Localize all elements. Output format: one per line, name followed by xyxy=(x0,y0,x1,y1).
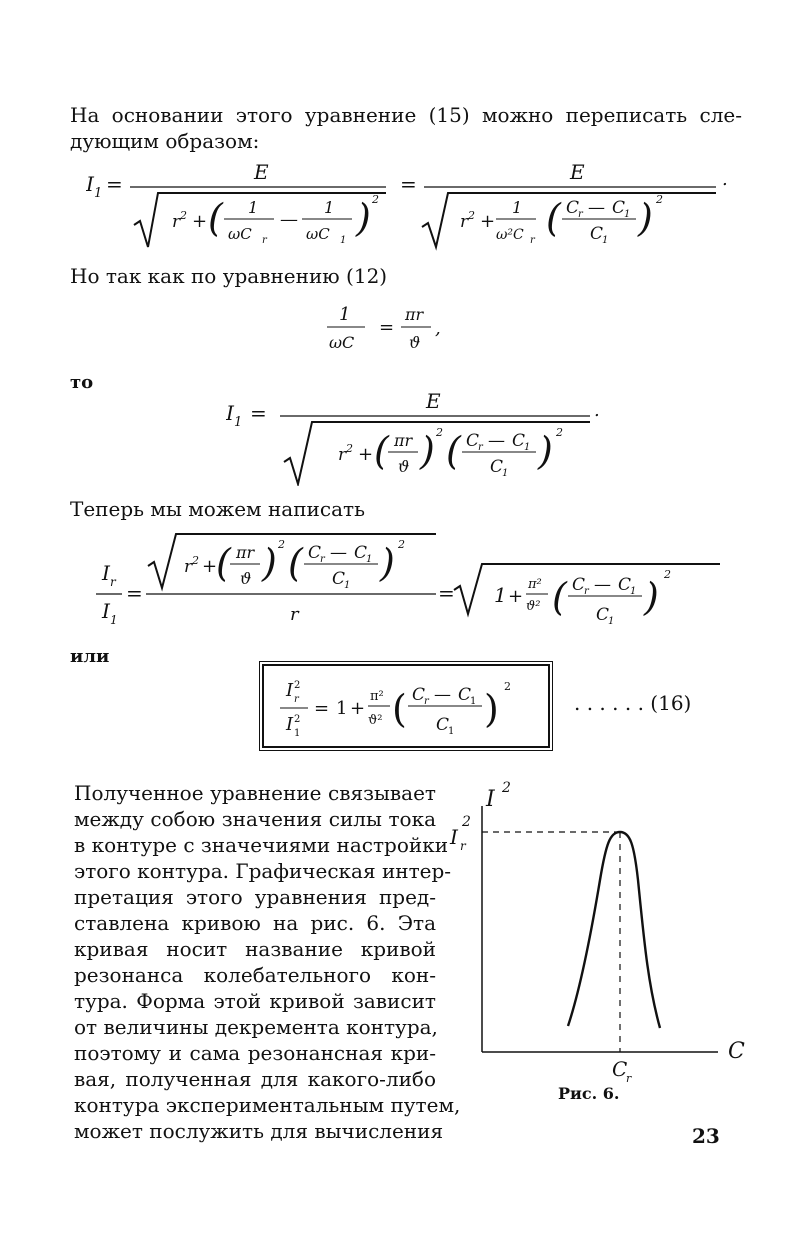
eq-ratio-one: 1 xyxy=(494,583,507,607)
eq12-den-r: ϑ xyxy=(409,333,421,352)
eq-main-lhs-sub: 1 xyxy=(94,186,103,201)
svg-text:C: C xyxy=(308,543,322,563)
svg-text:C: C xyxy=(466,431,480,451)
svg-text:2: 2 xyxy=(556,426,563,439)
text-to: то xyxy=(70,372,94,393)
svg-text:+: + xyxy=(202,556,218,577)
svg-text:2: 2 xyxy=(346,442,353,455)
svg-text:2: 2 xyxy=(180,209,187,222)
svg-text:r: r xyxy=(320,554,325,565)
svg-text:2: 2 xyxy=(436,426,443,439)
eq-main-one-b: 1 xyxy=(324,198,335,217)
eq-main-wc1-sub: 1 xyxy=(340,235,347,246)
svg-text:C: C xyxy=(572,575,586,595)
svg-text:C: C xyxy=(458,685,472,705)
svg-text:): ) xyxy=(638,196,653,240)
svg-text:(: ( xyxy=(552,575,567,619)
svg-text:.: . xyxy=(594,400,600,421)
eq-main-wcr: ωC xyxy=(228,225,252,243)
eq-main-one-a: 1 xyxy=(248,198,259,217)
svg-text:π²: π² xyxy=(528,577,542,592)
svg-text:2: 2 xyxy=(468,209,475,222)
svg-text:): ) xyxy=(380,541,395,585)
svg-text:2: 2 xyxy=(656,193,663,206)
svg-text:1: 1 xyxy=(294,728,301,739)
para-line-10: от величины декремента контура, xyxy=(74,1015,438,1039)
svg-text:r: r xyxy=(338,445,347,465)
eq12-comma: , xyxy=(435,318,441,339)
svg-text:π²: π² xyxy=(370,689,384,704)
para-line-13: контура экспериментальным путем, xyxy=(74,1093,461,1117)
eq-main-cr-sub: r xyxy=(578,209,583,220)
svg-text:): ) xyxy=(484,687,499,731)
para-line-9: тура. Форма этой кривой зависит xyxy=(74,989,436,1013)
svg-text:r: r xyxy=(460,212,469,232)
svg-text:—: — xyxy=(594,575,611,595)
eq-ratio-lhs-den-sub: 1 xyxy=(110,613,118,627)
eq-main-cr: C xyxy=(566,198,580,218)
svg-text:+: + xyxy=(480,211,496,232)
eq-main-wc1: ωC xyxy=(306,225,330,243)
equation-16-box xyxy=(262,664,550,748)
svg-text:ϑ²: ϑ² xyxy=(526,599,541,614)
svg-text:ϑ: ϑ xyxy=(398,457,410,476)
fig-x-tick-sub: r xyxy=(626,1072,632,1085)
fig-y-label: I xyxy=(486,787,495,812)
svg-text:.: . xyxy=(722,169,728,190)
svg-text:C: C xyxy=(596,605,610,625)
svg-text:r: r xyxy=(478,442,483,453)
svg-text:r: r xyxy=(584,586,589,597)
eq-i1-lhs-sub: 1 xyxy=(234,415,243,430)
para-line-11: поэтому и сама резонансная кри- xyxy=(74,1041,436,1065)
text-ili: или xyxy=(70,646,110,667)
eq-i1-num: E xyxy=(426,389,441,413)
svg-text:(: ( xyxy=(546,196,561,240)
equation-i1 xyxy=(226,384,616,486)
svg-text:πr: πr xyxy=(236,543,255,562)
svg-text:=: = xyxy=(126,581,143,605)
svg-text:2: 2 xyxy=(504,680,511,693)
svg-text:2: 2 xyxy=(192,554,199,567)
para-line-5: претация этого уравнения пред- xyxy=(74,885,436,909)
eq-main-lhs: I xyxy=(86,172,94,196)
svg-text:1: 1 xyxy=(366,554,373,565)
svg-text:r: r xyxy=(294,694,299,705)
eq12-num-r: πr xyxy=(405,305,424,324)
eq-ratio-lhs-num: I xyxy=(102,561,110,585)
fig-y-label-sup: 2 xyxy=(502,780,511,796)
svg-text:(: ( xyxy=(446,429,461,473)
eq-main-w2cr: ω²C xyxy=(496,227,524,243)
svg-text:1: 1 xyxy=(608,616,615,627)
svg-text:+: + xyxy=(192,211,208,232)
eq-main-wcr-sub: r xyxy=(262,235,267,246)
svg-text:r: r xyxy=(530,235,535,246)
svg-text:(: ( xyxy=(208,196,223,240)
svg-text:C: C xyxy=(412,685,426,705)
svg-text:2: 2 xyxy=(294,680,301,691)
para-line-7: кривая носит название кривой xyxy=(74,937,436,961)
svg-text:(: ( xyxy=(374,429,389,473)
page-number: 23 xyxy=(692,1124,720,1148)
svg-text:1: 1 xyxy=(602,235,609,246)
svg-text:): ) xyxy=(538,429,553,473)
equation-main xyxy=(86,155,746,255)
para-line-4: этого контура. Графическая интер- xyxy=(74,859,452,883)
eq-main-num: E xyxy=(254,160,269,184)
svg-text:C: C xyxy=(436,715,450,735)
eq-ratio-den: r xyxy=(290,604,299,625)
svg-text:=: = xyxy=(314,698,330,719)
eq-main-c1-sub: 1 xyxy=(624,209,631,220)
eq12-one: 1 xyxy=(339,304,351,325)
eq16-one: 1 xyxy=(336,698,348,719)
fig-resonance-curve xyxy=(568,832,660,1028)
svg-text:(: ( xyxy=(288,541,303,585)
svg-text:=: = xyxy=(250,401,267,425)
svg-text:—: — xyxy=(588,198,605,218)
para-line-2: между собою значения силы тока xyxy=(74,807,436,831)
svg-text:): ) xyxy=(644,575,659,619)
svg-text:I: I xyxy=(286,680,294,701)
eq-main-num-2: E xyxy=(570,160,585,184)
svg-text:): ) xyxy=(262,541,277,585)
equation-16-label: . . . . . . (16) xyxy=(574,691,692,715)
equation-12 xyxy=(325,298,465,360)
svg-text:—: — xyxy=(280,209,298,230)
fig-x-tick: C xyxy=(612,1057,628,1081)
svg-text:=: = xyxy=(438,581,455,605)
svg-text:=: = xyxy=(400,172,417,196)
intro-line-1: На основании этого уравнение (15) можно переписать сле- xyxy=(70,103,742,127)
svg-text:1: 1 xyxy=(344,580,351,591)
svg-text:(: ( xyxy=(392,687,407,731)
para-line-8: резонанса колебательного кон- xyxy=(74,963,436,987)
para-line-6: ставлена кривою на рис. 6. Эта xyxy=(74,911,436,935)
fig-peak-label: I xyxy=(450,825,458,849)
svg-text:πr: πr xyxy=(394,431,413,450)
svg-text:—: — xyxy=(488,431,505,451)
para-line-1: Полученное уравнение связывает xyxy=(74,781,436,805)
svg-text:r: r xyxy=(184,557,193,577)
svg-text:2: 2 xyxy=(664,568,671,581)
svg-text:2: 2 xyxy=(372,193,379,206)
figure-caption: Рис. 6. xyxy=(558,1084,620,1103)
text-but: Но так как по уравнению (12) xyxy=(70,264,388,288)
para-line-3: в контуре с значечиями настройки xyxy=(74,833,449,857)
para-line-14: может послужить для вычисления xyxy=(74,1119,444,1143)
svg-text:C: C xyxy=(590,224,604,244)
fig-x-label: C xyxy=(728,1039,745,1064)
fig-peak-label-sub: r xyxy=(460,839,466,853)
svg-text:1: 1 xyxy=(470,696,477,707)
svg-text:=: = xyxy=(379,317,395,338)
eq-main-c1: C xyxy=(612,198,626,218)
svg-text:1: 1 xyxy=(512,198,523,217)
intro-line-2: дующим образом: xyxy=(70,129,260,153)
svg-text:): ) xyxy=(420,429,435,473)
paragraph xyxy=(74,780,461,1144)
svg-text:+: + xyxy=(508,586,524,607)
figure-6 xyxy=(440,770,750,1110)
svg-text:1: 1 xyxy=(448,726,455,737)
svg-text:I: I xyxy=(286,714,294,735)
text-now: Теперь мы можем написать xyxy=(70,497,365,521)
svg-text:2: 2 xyxy=(294,714,301,725)
svg-text:C: C xyxy=(512,431,526,451)
svg-text:C: C xyxy=(618,575,632,595)
svg-text:2: 2 xyxy=(398,538,405,551)
svg-text:2: 2 xyxy=(278,538,285,551)
svg-text:ϑ: ϑ xyxy=(240,569,252,588)
svg-text:1: 1 xyxy=(502,468,509,479)
svg-text:C: C xyxy=(490,457,504,477)
eq12-den: ωC xyxy=(329,333,355,352)
svg-text:=: = xyxy=(106,172,123,196)
eq-ratio-lhs-den: I xyxy=(102,599,110,623)
eq-ratio-lhs-num-sub: r xyxy=(110,575,116,589)
svg-text:—: — xyxy=(330,543,347,563)
svg-text:1: 1 xyxy=(630,586,637,597)
para-line-12: вая, полученная для какого-либо xyxy=(74,1067,436,1091)
equation-ratio xyxy=(96,530,736,632)
svg-text:r: r xyxy=(424,696,429,707)
svg-text:+: + xyxy=(350,698,366,719)
svg-text:C: C xyxy=(354,543,368,563)
svg-text:1: 1 xyxy=(524,442,531,453)
eq-i1-lhs: I xyxy=(226,401,234,425)
svg-text:C: C xyxy=(332,569,346,589)
eq-main-r: r xyxy=(172,212,181,232)
svg-text:+: + xyxy=(358,444,374,465)
fig-peak-label-sup: 2 xyxy=(462,814,471,830)
svg-text:ϑ²: ϑ² xyxy=(368,713,383,728)
svg-text:): ) xyxy=(356,196,371,240)
svg-text:(: ( xyxy=(216,541,231,585)
svg-text:—: — xyxy=(434,685,451,705)
